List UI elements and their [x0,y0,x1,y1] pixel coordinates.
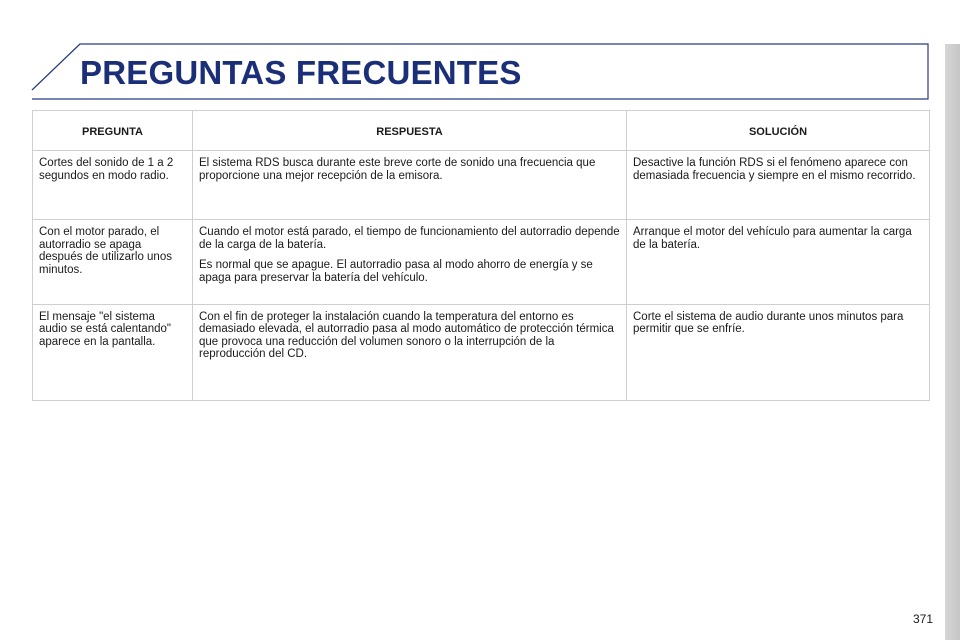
answer-cell [193,304,627,400]
answer-paragraph: El sistema RDS busca durante este breve corte de sonido una frecuencia que proporcione una mejor recepción de la emisora. [199,157,596,182]
header-question: PREGUNTA [33,111,193,151]
solution-cell: Desactive la función RDS si el fenómeno aparece con demasiada frecuencia y siempre en el mismo recorrido. [627,151,930,220]
solution-cell: Corte el sistema de audio durante unos minutos para permitir que se enfríe. [627,304,930,400]
table-row [33,304,930,400]
table-header-row [33,111,930,151]
page-title: PREGUNTAS FRECUENTES [80,54,522,91]
solution-cell: Arranque el motor del vehículo para aumentar la carga de la batería. [627,220,930,304]
answer-paragraph: Es normal que se apague. El autorradio pasa al modo ahorro de energía y se apaga para preservar la batería del vehículo. [199,259,593,284]
question-cell: El mensaje "el sistema audio se está calentando" aparece en la pantalla. [33,304,193,400]
answer-cell [193,220,627,304]
answer-cell [193,151,627,220]
faq-table [32,110,930,401]
page-edge-strip [945,44,960,640]
table-row [33,220,930,304]
table-row [33,151,930,220]
header-answer: RESPUESTA [193,111,627,151]
header-solution: SOLUCIÓN [627,111,930,151]
page-number: 371 [912,612,933,626]
question-cell: Con el motor parado, el autorradio se apaga después de utilizarlo unos minutos. [33,220,193,304]
answer-paragraph: Con el fin de proteger la instalación cuando la temperatura del entorno es demasiado elevada, el autorradio pasa al modo automático de protección térmica que provoca una reducción del volumen sonoro o la interrupción de la reproducción del CD. [199,310,614,361]
answer-paragraph: Cuando el motor está parado, el tiempo de funcionamiento del autorradio depende de la carga de la batería. [199,226,620,251]
question-cell: Cortes del sonido de 1 a 2 segundos en modo radio. [33,151,193,220]
